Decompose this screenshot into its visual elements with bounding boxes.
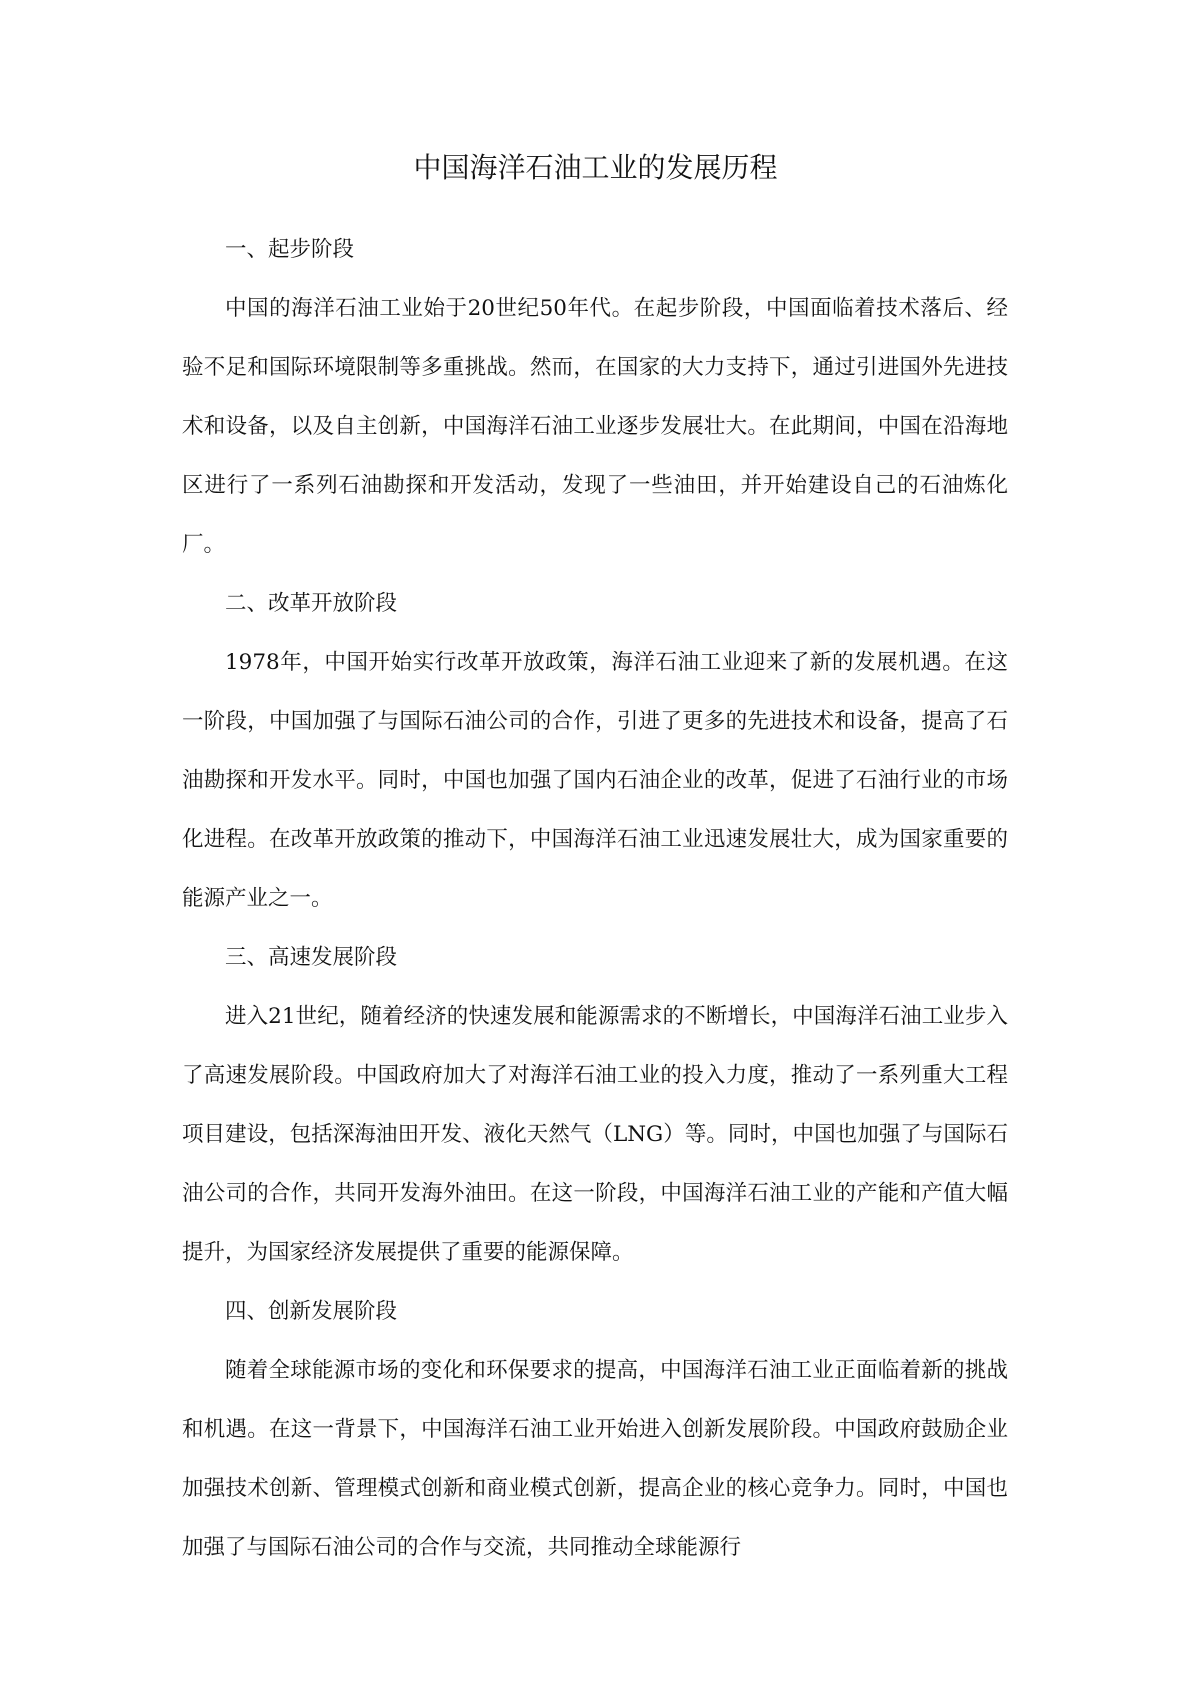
section-heading: 二、改革开放阶段 — [225, 591, 398, 616]
section-paragraph: 进入21世纪，随着经济的快速发展和能源需求的不断增长，中国海洋石油工业步入了高速发展阶段。中国政府加大了对海洋石油工业的投入力度，推动了一系列重大工程项目建设，包括深海油田开发、液化天然气（LNG）等。同时，中国也加强了与国际石油公司的合作，共同开发海外油田。在这一阶段，中国海洋石油工业的产能和产值大幅提升，为国家经济发展提供了重要的能源保障。 — [182, 1004, 1008, 1265]
document-title: 中国海洋石油工业的发展历程 — [413, 151, 778, 184]
section-heading: 四、创新发展阶段 — [225, 1299, 398, 1324]
section-heading: 一、起步阶段 — [225, 237, 355, 262]
section-paragraph: 中国的海洋石油工业始于20世纪50年代。在起步阶段，中国面临着技术落后、经验不足和国际环境限制等多重挑战。然而，在国家的大力支持下，通过引进国外先进技术和设备，以及自主创新，中国海洋石油工业逐步发展壮大。在此期间，中国在沿海地区进行了一系列石油勘探和开发活动，发现了一些油田，并开始建设自己的石油炼化厂。 — [182, 296, 1008, 557]
section-paragraph: 1978年，中国开始实行改革开放政策，海洋石油工业迎来了新的发展机遇。在这一阶段，中国加强了与国际石油公司的合作，引进了更多的先进技术和设备，提高了石油勘探和开发水平。同时，中国也加强了国内石油企业的改革，促进了石油行业的市场化进程。在改革开放政策的推动下，中国海洋石油工业迅速发展壮大，成为国家重要的能源产业之一。 — [182, 650, 1008, 911]
document-body — [182, 220, 1008, 1577]
section-heading: 三、高速发展阶段 — [225, 945, 398, 970]
section-paragraph: 随着全球能源市场的变化和环保要求的提高，中国海洋石油工业正面临着新的挑战和机遇。在这一背景下，中国海洋石油工业开始进入创新发展阶段。中国政府鼓励企业加强技术创新、管理模式创新和商业模式创新，提高企业的核心竞争力。同时，中国也加强了与国际石油公司的合作与交流，共同推动全球能源行 — [182, 1358, 1008, 1560]
